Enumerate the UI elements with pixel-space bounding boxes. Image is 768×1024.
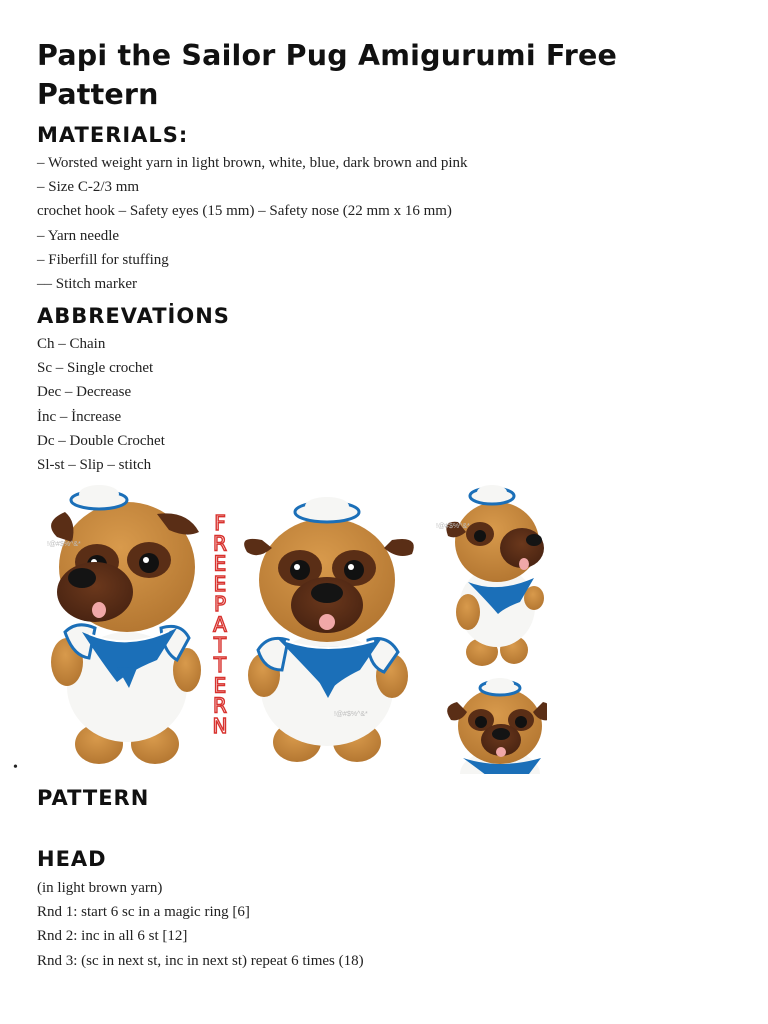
vertical-letter: T [213,632,227,657]
vertical-letter: N [212,714,228,738]
vertical-letter: E [213,551,227,576]
list-item: – Size C-2/3 mm [37,179,140,196]
materials-list [37,151,468,296]
watermark-text: !@#$%^&* [436,523,470,530]
list-item: (in light brown yarn) [37,880,163,896]
vertical-letter: T [213,653,227,678]
list-bullet: • [13,760,18,775]
amigurumi-photo [37,482,547,774]
vertical-letter: E [213,571,227,596]
watermark-text: !@#$%^&* [334,711,368,718]
pug-center [244,497,414,762]
vertical-letter: R [213,531,227,556]
vertical-letter: P [213,592,227,617]
list-item: Dc – Double Crochet [37,432,165,449]
sailor-pug-image [37,482,547,774]
vertical-letter: A [213,612,227,637]
pug-left [47,485,201,764]
list-item: Ch – Chain [37,336,106,352]
vertical-letter: E [213,673,227,698]
list-item: crochet hook – Safety eyes (15 mm) – Safety nose (22 mm x 16 mm) [37,203,452,220]
pattern-heading: PATTERN [37,786,150,810]
list-item: – Yarn needle [37,227,120,244]
vertical-letter: F [214,511,226,535]
pug-right-top [436,485,544,666]
abbreviations-list [37,332,165,477]
list-item: Sl-st – Slip – stitch [37,456,152,473]
abbreviations-heading: ABBREVATİONS [37,304,230,328]
watermark-text: !@#$%^&* [47,541,81,548]
list-item: Rnd 1: start 6 sc in a magic ring [6] [37,904,250,921]
materials-heading: MATERIALS: [37,123,189,147]
head-instructions-list [37,876,364,973]
list-item: İnc – İncrease [37,408,122,425]
list-item: Sc – Single crochet [37,360,154,377]
list-item: Rnd 3: (sc in next st, inc in next st) repeat 6 times (18) [37,952,364,969]
page-title: Papi the Sailor Pug Amigurumi Free Pattern [37,39,618,111]
head-heading: HEAD [37,847,107,871]
vertical-letter: R [213,693,227,718]
free-pattern-vertical-text [213,511,228,738]
list-item: Rnd 2: inc in all 6 st [12] [37,928,188,945]
list-item: Dec – Decrease [37,384,132,401]
list-item: – Fiberfill for stuffing [37,251,169,268]
list-item: – Worsted weight yarn in light brown, white, blue, dark brown and pink [37,155,468,171]
list-item: –– Stitch marker [37,275,137,292]
pug-right-bottom [447,678,547,774]
